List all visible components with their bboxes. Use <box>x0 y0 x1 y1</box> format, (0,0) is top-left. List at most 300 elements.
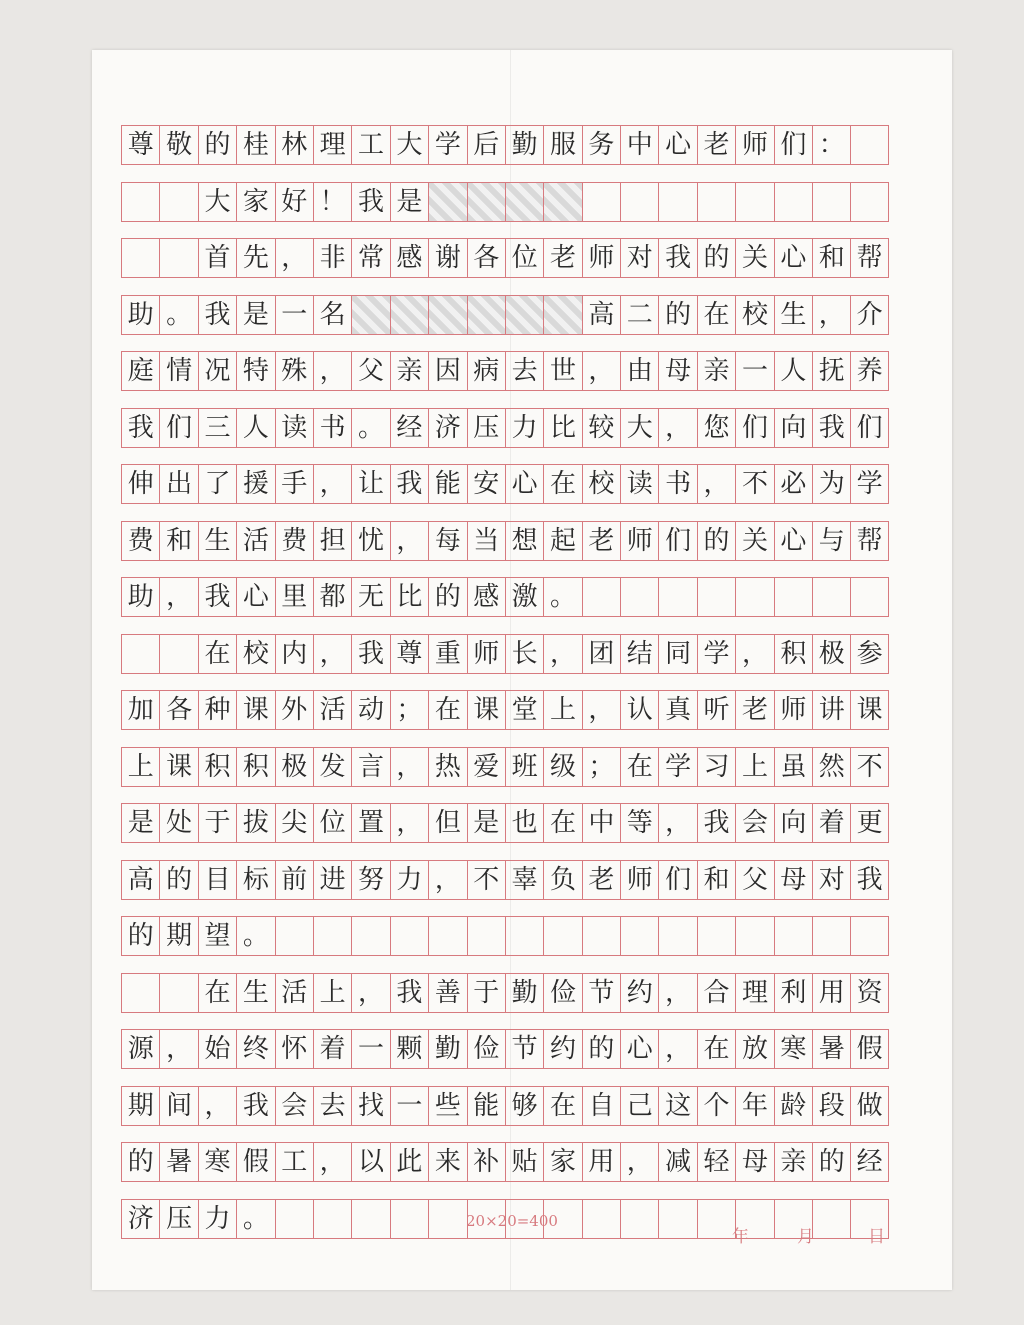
grid-cell: 的 <box>697 522 735 560</box>
grid-cell: ； <box>390 691 428 729</box>
grid-cell: 好 <box>275 183 313 221</box>
grid-cell: 敬 <box>159 126 197 164</box>
grid-cell <box>351 917 389 955</box>
grid-cell: 寒 <box>198 1143 236 1181</box>
grid-cell: 的 <box>697 239 735 277</box>
grid-cell: 合 <box>697 974 735 1012</box>
grid-cell <box>582 183 620 221</box>
grid-cell <box>428 917 466 955</box>
grid-cell: 中 <box>582 804 620 842</box>
grid-cell: ， <box>159 1030 197 1068</box>
grid-cell: 生 <box>198 522 236 560</box>
grid-cell: 极 <box>275 748 313 786</box>
grid-cell: 努 <box>351 861 389 899</box>
grid-cell: ， <box>351 974 389 1012</box>
letter-line <box>121 690 889 730</box>
grid-cell: 安 <box>467 465 505 503</box>
grid-cell: 不 <box>735 465 773 503</box>
grid-cell: 爱 <box>467 748 505 786</box>
grid-cell: 因 <box>428 352 466 390</box>
grid-cell: 介 <box>850 296 888 334</box>
grid-cell <box>774 917 812 955</box>
grid-cell: 贴 <box>505 1143 543 1181</box>
letter-line <box>121 125 889 165</box>
grid-cell: 和 <box>697 861 735 899</box>
grid-cell: 外 <box>275 691 313 729</box>
grid-cell: 课 <box>850 691 888 729</box>
redacted-cell <box>428 296 466 334</box>
grid-cell <box>735 917 773 955</box>
grid-cell: 用 <box>812 974 850 1012</box>
grid-cell: 老 <box>735 691 773 729</box>
grid-cell: 这 <box>658 1087 696 1125</box>
grid-cell: 于 <box>467 974 505 1012</box>
grid-cell <box>850 578 888 616</box>
grid-cell <box>620 578 658 616</box>
grid-cell: 始 <box>198 1030 236 1068</box>
letter-line <box>121 1029 889 1069</box>
grid-cell: 援 <box>236 465 274 503</box>
grid-cell: 会 <box>735 804 773 842</box>
grid-cell: 位 <box>313 804 351 842</box>
grid-cell: 不 <box>850 748 888 786</box>
grid-cell: 着 <box>812 804 850 842</box>
grid-cell: 伸 <box>121 465 159 503</box>
grid-cell <box>543 917 581 955</box>
grid-cell: 此 <box>390 1143 428 1181</box>
grid-cell: 都 <box>313 578 351 616</box>
grid-cell: 辜 <box>505 861 543 899</box>
grid-cell: 习 <box>697 748 735 786</box>
grid-cell: 动 <box>351 691 389 729</box>
grid-cell: 压 <box>467 409 505 447</box>
grid-cell: 们 <box>735 409 773 447</box>
grid-cell <box>313 1200 351 1238</box>
grid-cell: 起 <box>543 522 581 560</box>
date-month-label: 月 <box>797 1227 814 1247</box>
grid-cell: ， <box>658 804 696 842</box>
grid-cell: 暑 <box>812 1030 850 1068</box>
grid-cell: ！ <box>313 183 351 221</box>
grid-cell: 心 <box>658 126 696 164</box>
grid-cell: 师 <box>467 635 505 673</box>
grid-cell: 理 <box>735 974 773 1012</box>
grid-cell <box>697 917 735 955</box>
grid-cell: 费 <box>121 522 159 560</box>
grid-cell <box>582 1200 620 1238</box>
letter-line <box>121 747 889 787</box>
grid-cell: 位 <box>505 239 543 277</box>
letter-line <box>121 238 889 278</box>
grid-cell: 假 <box>850 1030 888 1068</box>
grid-cell <box>467 917 505 955</box>
grid-cell: 们 <box>658 861 696 899</box>
grid-cell: 自 <box>582 1087 620 1125</box>
grid-cell: 我 <box>697 804 735 842</box>
grid-cell: 。 <box>236 917 274 955</box>
grid-cell: 但 <box>428 804 466 842</box>
grid-cell <box>774 578 812 616</box>
grid-cell: 庭 <box>121 352 159 390</box>
grid-cell: 关 <box>735 522 773 560</box>
grid-cell: 言 <box>351 748 389 786</box>
grid-cell: 更 <box>850 804 888 842</box>
grid-cell: 积 <box>236 748 274 786</box>
grid-cell: 殊 <box>275 352 313 390</box>
grid-cell: ， <box>390 522 428 560</box>
grid-cell: 段 <box>812 1087 850 1125</box>
grid-cell: 尊 <box>390 635 428 673</box>
grid-cell <box>812 578 850 616</box>
grid-cell <box>121 974 159 1012</box>
redacted-cell <box>467 183 505 221</box>
grid-cell: 我 <box>850 861 888 899</box>
grid-cell: 感 <box>467 578 505 616</box>
grid-cell: 常 <box>351 239 389 277</box>
grid-cell: 父 <box>735 861 773 899</box>
grid-cell: 先 <box>236 239 274 277</box>
grid-cell <box>582 578 620 616</box>
grid-cell: ， <box>313 352 351 390</box>
grid-cell: 想 <box>505 522 543 560</box>
grid-cell: 重 <box>428 635 466 673</box>
grid-cell: 出 <box>159 465 197 503</box>
grid-cell <box>658 183 696 221</box>
grid-cell: 力 <box>505 409 543 447</box>
grid-cell: 名 <box>313 296 351 334</box>
grid-cell: 家 <box>236 183 274 221</box>
grid-cell: 积 <box>198 748 236 786</box>
grid-cell: 暑 <box>159 1143 197 1181</box>
grid-cell: ， <box>428 861 466 899</box>
grid-cell: 一 <box>390 1087 428 1125</box>
grid-cell: 心 <box>620 1030 658 1068</box>
grid-cell: ， <box>198 1087 236 1125</box>
grid-cell: 在 <box>543 1087 581 1125</box>
grid-cell <box>121 239 159 277</box>
grid-cell: 们 <box>850 409 888 447</box>
grid-cell: 三 <box>198 409 236 447</box>
grid-cell: 必 <box>774 465 812 503</box>
grid-cell: 大 <box>620 409 658 447</box>
grid-cell: 我 <box>351 635 389 673</box>
letter-line <box>121 916 889 956</box>
grid-cell: 的 <box>159 861 197 899</box>
grid-cell: 书 <box>658 465 696 503</box>
grid-cell: 母 <box>774 861 812 899</box>
grid-cell <box>505 917 543 955</box>
grid-cell: 谢 <box>428 239 466 277</box>
grid-cell: ， <box>735 635 773 673</box>
grid-cell: 担 <box>313 522 351 560</box>
grid-cell: 助 <box>121 296 159 334</box>
grid-cell: 个 <box>697 1087 735 1125</box>
grid-cell: 期 <box>159 917 197 955</box>
grid-cell: ， <box>658 1030 696 1068</box>
grid-cell: 老 <box>697 126 735 164</box>
grid-cell <box>275 1200 313 1238</box>
grid-cell: 帮 <box>850 239 888 277</box>
grid-cell: 让 <box>351 465 389 503</box>
grid-cell: 养 <box>850 352 888 390</box>
grid-cell: 上 <box>313 974 351 1012</box>
grid-cell: 标 <box>236 861 274 899</box>
grid-cell: 做 <box>850 1087 888 1125</box>
grid-cell: 情 <box>159 352 197 390</box>
grid-cell <box>812 917 850 955</box>
grid-cell <box>658 1200 696 1238</box>
grid-cell: 己 <box>620 1087 658 1125</box>
redacted-cell <box>467 296 505 334</box>
grid-cell: 来 <box>428 1143 466 1181</box>
grid-cell: 大 <box>198 183 236 221</box>
grid-cell: 学 <box>850 465 888 503</box>
grid-cell: 也 <box>505 804 543 842</box>
grid-cell: 约 <box>620 974 658 1012</box>
grid-cell: 老 <box>582 861 620 899</box>
grid-cell: 发 <box>313 748 351 786</box>
grid-cell: 师 <box>735 126 773 164</box>
grid-cell: 我 <box>812 409 850 447</box>
grid-cell: 力 <box>198 1200 236 1238</box>
grid-cell <box>428 1200 466 1238</box>
grid-cell: 况 <box>198 352 236 390</box>
grid-cell: 年 <box>735 1087 773 1125</box>
grid-cell: 参 <box>850 635 888 673</box>
grid-cell: 尊 <box>121 126 159 164</box>
grid-cell: 寒 <box>774 1030 812 1068</box>
letter-line <box>121 860 889 900</box>
grid-count-label: 20×20=400 <box>466 1212 558 1230</box>
date-year-label: 年 <box>732 1227 749 1247</box>
grid-cell: 听 <box>697 691 735 729</box>
grid-cell: 世 <box>543 352 581 390</box>
grid-cell: 热 <box>428 748 466 786</box>
grid-cell: 虽 <box>774 748 812 786</box>
grid-cell: 母 <box>735 1143 773 1181</box>
grid-cell <box>697 578 735 616</box>
letter-line <box>121 803 889 843</box>
grid-cell <box>582 917 620 955</box>
grid-cell: 我 <box>390 974 428 1012</box>
grid-cell: 读 <box>620 465 658 503</box>
grid-cell: 源 <box>121 1030 159 1068</box>
letter-line <box>121 521 889 561</box>
grid-cell: 学 <box>697 635 735 673</box>
grid-cell: 些 <box>428 1087 466 1125</box>
grid-cell: 结 <box>620 635 658 673</box>
grid-cell: 资 <box>850 974 888 1012</box>
letter-line <box>121 351 889 391</box>
grid-cell <box>658 917 696 955</box>
letter-line <box>121 1086 889 1126</box>
grid-cell: 假 <box>236 1143 274 1181</box>
grid-cell: 书 <box>313 409 351 447</box>
grid-cell: ， <box>390 748 428 786</box>
grid-cell <box>620 917 658 955</box>
grid-cell: 勤 <box>505 974 543 1012</box>
grid-cell: 。 <box>351 409 389 447</box>
grid-cell: 二 <box>620 296 658 334</box>
grid-cell: 每 <box>428 522 466 560</box>
grid-cell: 我 <box>198 578 236 616</box>
grid-cell: 期 <box>121 1087 159 1125</box>
letter-line <box>121 1142 889 1182</box>
grid-cell: 会 <box>275 1087 313 1125</box>
grid-cell: 在 <box>620 748 658 786</box>
grid-cell: 拔 <box>236 804 274 842</box>
grid-cell: 人 <box>236 409 274 447</box>
grid-cell: 高 <box>121 861 159 899</box>
grid-cell: 师 <box>582 239 620 277</box>
grid-cell: 济 <box>121 1200 159 1238</box>
grid-cell: ， <box>313 635 351 673</box>
grid-cell <box>658 578 696 616</box>
grid-cell: 的 <box>121 1143 159 1181</box>
grid-cell: ， <box>697 465 735 503</box>
grid-cell: 轻 <box>697 1143 735 1181</box>
grid-cell <box>159 183 197 221</box>
grid-cell: 学 <box>428 126 466 164</box>
grid-cell <box>159 635 197 673</box>
grid-cell: 尖 <box>275 804 313 842</box>
grid-cell <box>620 1200 658 1238</box>
grid-cell: 进 <box>313 861 351 899</box>
grid-cell: 当 <box>467 522 505 560</box>
grid-cell <box>850 183 888 221</box>
grid-cell: 长 <box>505 635 543 673</box>
grid-cell: 比 <box>543 409 581 447</box>
grid-cell: 为 <box>812 465 850 503</box>
grid-cell: 讲 <box>812 691 850 729</box>
grid-cell <box>390 917 428 955</box>
grid-cell: 务 <box>582 126 620 164</box>
grid-cell <box>390 1200 428 1238</box>
grid-cell: 桂 <box>236 126 274 164</box>
grid-cell: 我 <box>198 296 236 334</box>
grid-cell: 我 <box>121 409 159 447</box>
grid-cell <box>275 917 313 955</box>
grid-cell: 您 <box>697 409 735 447</box>
grid-cell: ， <box>275 239 313 277</box>
grid-cell: 。 <box>236 1200 274 1238</box>
grid-cell: ， <box>658 409 696 447</box>
grid-cell: 校 <box>735 296 773 334</box>
grid-cell <box>159 974 197 1012</box>
grid-cell: 真 <box>658 691 696 729</box>
grid-cell: ， <box>313 465 351 503</box>
grid-cell: 特 <box>236 352 274 390</box>
grid-cell <box>620 183 658 221</box>
grid-cell: 去 <box>505 352 543 390</box>
grid-cell: 活 <box>313 691 351 729</box>
grid-cell: 能 <box>428 465 466 503</box>
grid-cell: 加 <box>121 691 159 729</box>
grid-cell: 团 <box>582 635 620 673</box>
grid-cell: 课 <box>236 691 274 729</box>
grid-cell: 师 <box>620 522 658 560</box>
grid-paper <box>121 125 889 1255</box>
grid-cell: 和 <box>812 239 850 277</box>
grid-cell: 龄 <box>774 1087 812 1125</box>
grid-cell: 在 <box>198 635 236 673</box>
grid-cell: 怀 <box>275 1030 313 1068</box>
grid-cell: 约 <box>543 1030 581 1068</box>
grid-cell <box>774 183 812 221</box>
grid-cell: 激 <box>505 578 543 616</box>
grid-cell: 对 <box>620 239 658 277</box>
redacted-cell <box>428 183 466 221</box>
grid-cell: 的 <box>582 1030 620 1068</box>
grid-cell: 济 <box>428 409 466 447</box>
grid-cell <box>850 917 888 955</box>
grid-cell: 。 <box>159 296 197 334</box>
grid-cell <box>812 1200 850 1238</box>
letter-line <box>121 577 889 617</box>
grid-cell: 的 <box>812 1143 850 1181</box>
grid-cell: 压 <box>159 1200 197 1238</box>
grid-cell: 然 <box>812 748 850 786</box>
letter-line <box>121 973 889 1013</box>
grid-cell: 人 <box>774 352 812 390</box>
grid-cell: 一 <box>351 1030 389 1068</box>
grid-cell: 向 <box>774 804 812 842</box>
grid-cell: 望 <box>198 917 236 955</box>
grid-cell: 师 <box>620 861 658 899</box>
grid-cell: 于 <box>198 804 236 842</box>
grid-cell: 是 <box>390 183 428 221</box>
grid-cell: 在 <box>198 974 236 1012</box>
grid-cell: 处 <box>159 804 197 842</box>
grid-cell <box>121 183 159 221</box>
grid-cell: 利 <box>774 974 812 1012</box>
grid-cell: 校 <box>582 465 620 503</box>
redacted-cell <box>390 296 428 334</box>
grid-cell: 对 <box>812 861 850 899</box>
letter-line <box>121 634 889 674</box>
grid-cell: 善 <box>428 974 466 1012</box>
grid-cell: 心 <box>774 522 812 560</box>
grid-cell: 够 <box>505 1087 543 1125</box>
grid-cell: 校 <box>236 635 274 673</box>
grid-cell: 我 <box>351 183 389 221</box>
grid-cell: 活 <box>236 522 274 560</box>
grid-cell: 找 <box>351 1087 389 1125</box>
grid-cell: 活 <box>275 974 313 1012</box>
grid-cell: 不 <box>467 861 505 899</box>
grid-cell: 在 <box>428 691 466 729</box>
grid-cell <box>351 1200 389 1238</box>
grid-cell: 补 <box>467 1143 505 1181</box>
grid-cell: 节 <box>505 1030 543 1068</box>
grid-cell: 后 <box>467 126 505 164</box>
grid-cell: ： <box>812 126 850 164</box>
grid-cell: 负 <box>543 861 581 899</box>
grid-cell: 用 <box>582 1143 620 1181</box>
grid-cell: 里 <box>275 578 313 616</box>
grid-cell: ， <box>543 635 581 673</box>
grid-cell: 。 <box>543 578 581 616</box>
letter-line <box>121 182 889 222</box>
grid-cell: 亲 <box>774 1143 812 1181</box>
grid-cell: 忧 <box>351 522 389 560</box>
grid-cell: 级 <box>543 748 581 786</box>
grid-cell: 等 <box>620 804 658 842</box>
grid-cell: 心 <box>505 465 543 503</box>
grid-cell: 是 <box>236 296 274 334</box>
grid-cell: 中 <box>620 126 658 164</box>
grid-cell: ， <box>812 296 850 334</box>
